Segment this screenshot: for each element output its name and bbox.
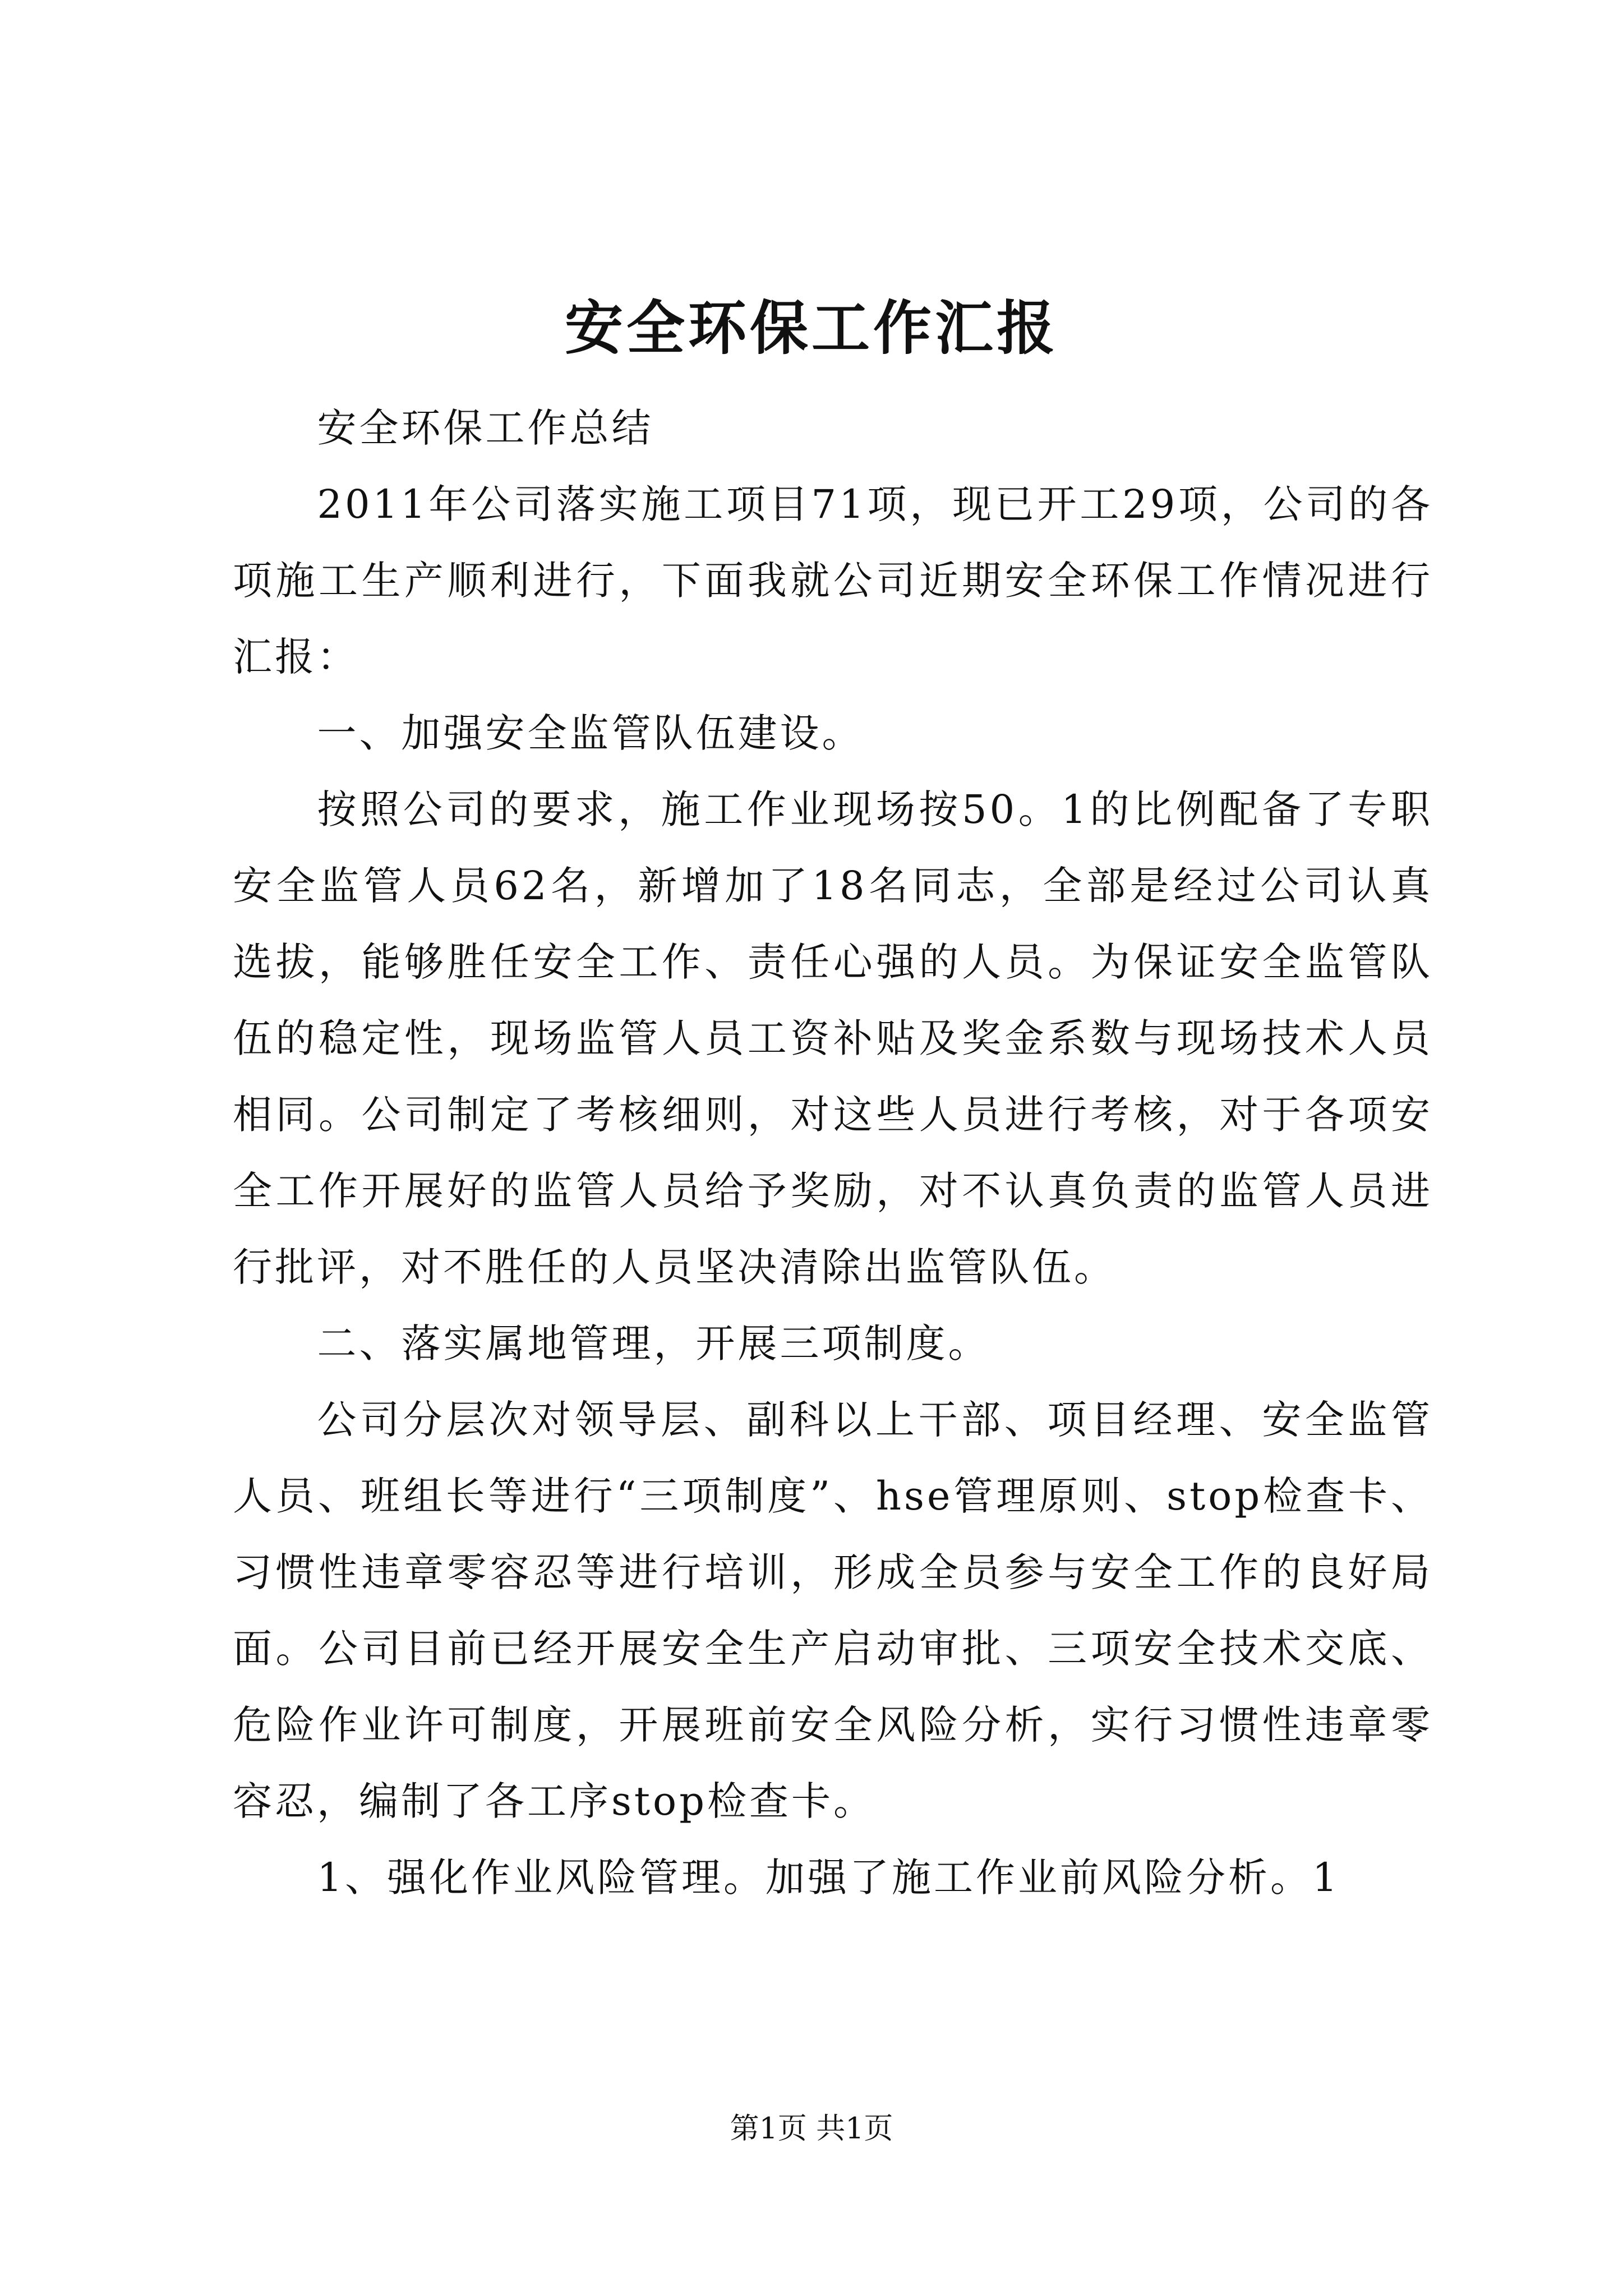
section-heading-2: 二、落实属地管理，开展三项制度。: [317, 1320, 990, 1366]
page-footer: 第1页 共1页: [730, 2112, 893, 2146]
paragraph-section-2: 公司分层次对领导层、副科以上干部、项目经理、安全监管人员、班组长等进行“三项制度”、hse管理原则、stop检查卡、习惯性违章零容忍等进行培训，形成全员参与安全工作的良好局面。公司目前已经开展安全生产启动审批、三项安全技术交底、危险作业许可制度，开展班前安全风险分析，实行习惯性违章零容忍，编制了各工序stop检查卡。: [233, 1397, 1433, 1824]
paragraph-subsection-1: 1、强化作业风险管理。加强了施工作业前风险分析。1: [317, 1855, 1340, 1901]
paragraph-intro: 2011年公司落实施工项目71项，现已开工29项，公司的各项施工生产顺利进行，下面我就公司近期安全环保工作情况进行汇报：: [233, 481, 1433, 680]
section-heading-1: 一、加强安全监管队伍建设。: [317, 710, 864, 756]
paragraph-section-1: 按照公司的要求，施工作业现场按50。1的比例配备了专职安全监管人员62名，新增加了18名同志，全部是经过公司认真选拔，能够胜任安全工作、责任心强的人员。为保证安全监管队伍的稳定性，现场监管人员工资补贴及奖金系数与现场技术人员相同。公司制定了考核细则，对这些人员进行考核，对于各项安全工作开展好的监管人员给予奖励，对不认真负责的监管人员进行批评，对不胜任的人员坚决清除出监管队伍。: [233, 786, 1433, 1290]
document-title: 安全环保工作汇报: [564, 293, 1058, 362]
paragraph-subtitle: 安全环保工作总结: [317, 405, 654, 451]
document-body: [233, 390, 1433, 1916]
